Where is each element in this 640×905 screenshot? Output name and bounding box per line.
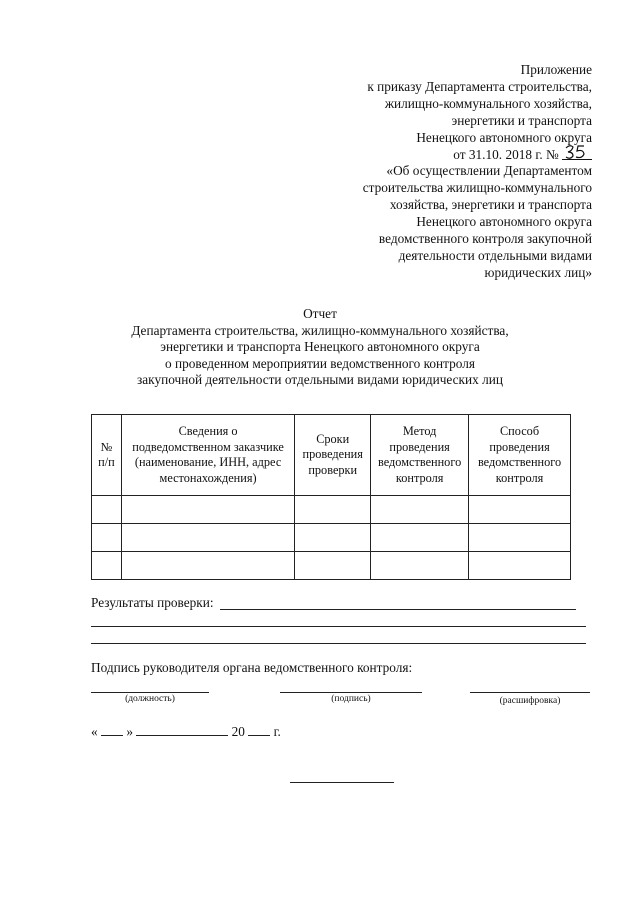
table-cell[interactable]	[371, 524, 469, 552]
results-label: Результаты проверки:	[91, 595, 214, 610]
appendix-line: к приказу Департамента строительства,	[367, 78, 592, 94]
title-line: энергетики и транспорта Ненецкого автономного округа	[160, 339, 480, 354]
report-title	[60, 306, 580, 389]
transcript-caption: (расшифровка)	[499, 696, 561, 706]
appendix-line: Приложение	[520, 62, 592, 77]
appendix-header	[292, 62, 592, 282]
header-inspection-terms: Сроки проведения проверки	[295, 415, 371, 496]
order-number-handwritten	[562, 147, 592, 161]
subject-line: Ненецкого автономного округа	[416, 214, 592, 230]
table-row	[92, 552, 571, 580]
year-prefix: 20	[231, 724, 245, 739]
transcript-line[interactable]	[470, 692, 590, 693]
date-row	[91, 724, 281, 740]
subject-line: юридических лиц»	[484, 264, 592, 280]
date-open-quote: «	[91, 724, 98, 739]
signature-line[interactable]	[280, 692, 422, 693]
results-fill-line[interactable]	[220, 609, 576, 610]
header-number: № п/п	[92, 415, 122, 496]
position-line[interactable]	[91, 692, 209, 693]
table-row	[92, 496, 571, 524]
table-cell[interactable]	[469, 524, 571, 552]
order-date: от 31.10. 2018 г. №	[453, 146, 559, 162]
table-cell[interactable]	[295, 552, 371, 580]
table-cell[interactable]	[469, 552, 571, 580]
subject-line: хозяйства, энергетики и транспорта	[389, 197, 592, 213]
table-cell[interactable]	[371, 552, 469, 580]
month-blank[interactable]	[136, 724, 228, 736]
signature-caption: (подпись)	[331, 694, 371, 704]
table-cell[interactable]	[92, 524, 122, 552]
subject-line: деятельности отдельными видами	[398, 247, 592, 263]
position-caption: (должность)	[125, 694, 175, 704]
results-section	[91, 594, 586, 611]
table-cell[interactable]	[92, 552, 122, 580]
year-suffix: г.	[273, 724, 281, 739]
table-cell[interactable]	[121, 496, 294, 524]
order-date-line	[292, 147, 592, 164]
results-line-2[interactable]	[91, 626, 586, 627]
table-cell[interactable]	[92, 496, 122, 524]
table-row	[92, 524, 571, 552]
title-line: закупочной деятельности отдельными видами юридических лиц	[137, 372, 503, 387]
title-line: Отчет	[303, 306, 337, 321]
subject-line: строительства жилищно-коммунального	[362, 180, 592, 196]
title-line: о проведенном мероприятии ведомственного контроля	[164, 355, 475, 371]
signature-label: Подпись руководителя органа ведомственного контроля:	[91, 660, 413, 675]
handwritten-number-icon	[564, 144, 590, 160]
appendix-line: энергетики и транспорта	[451, 112, 592, 128]
appendix-line: жилищно-коммунального хозяйства,	[384, 95, 592, 111]
year-blank[interactable]	[248, 724, 270, 736]
results-line-3[interactable]	[91, 643, 586, 644]
header-control-way: Способ проведения ведомственного контроля	[469, 415, 571, 496]
table-cell[interactable]	[371, 496, 469, 524]
title-line: Департамента строительства, жилищно-коммунального хозяйства,	[131, 322, 509, 338]
table-cell[interactable]	[469, 496, 571, 524]
header-customer-info: Сведения о подведомственном заказчике (наименование, ИНН, адрес местонахождения)	[121, 415, 294, 496]
subject-line: ведомственного контроля закупочной	[378, 231, 592, 247]
day-blank[interactable]	[101, 724, 123, 736]
subject-line: «Об осуществлении Департаментом	[386, 163, 592, 179]
table-cell[interactable]	[121, 552, 294, 580]
table-cell[interactable]	[295, 524, 371, 552]
table-cell[interactable]	[121, 524, 294, 552]
date-close-quote: »	[126, 724, 133, 739]
table-header-row	[92, 415, 571, 496]
bottom-line	[290, 782, 394, 783]
header-control-method: Метод проведения ведомственного контроля	[371, 415, 469, 496]
report-table	[91, 414, 571, 580]
appendix-line: Ненецкого автономного округа	[416, 129, 592, 145]
table-cell[interactable]	[295, 496, 371, 524]
